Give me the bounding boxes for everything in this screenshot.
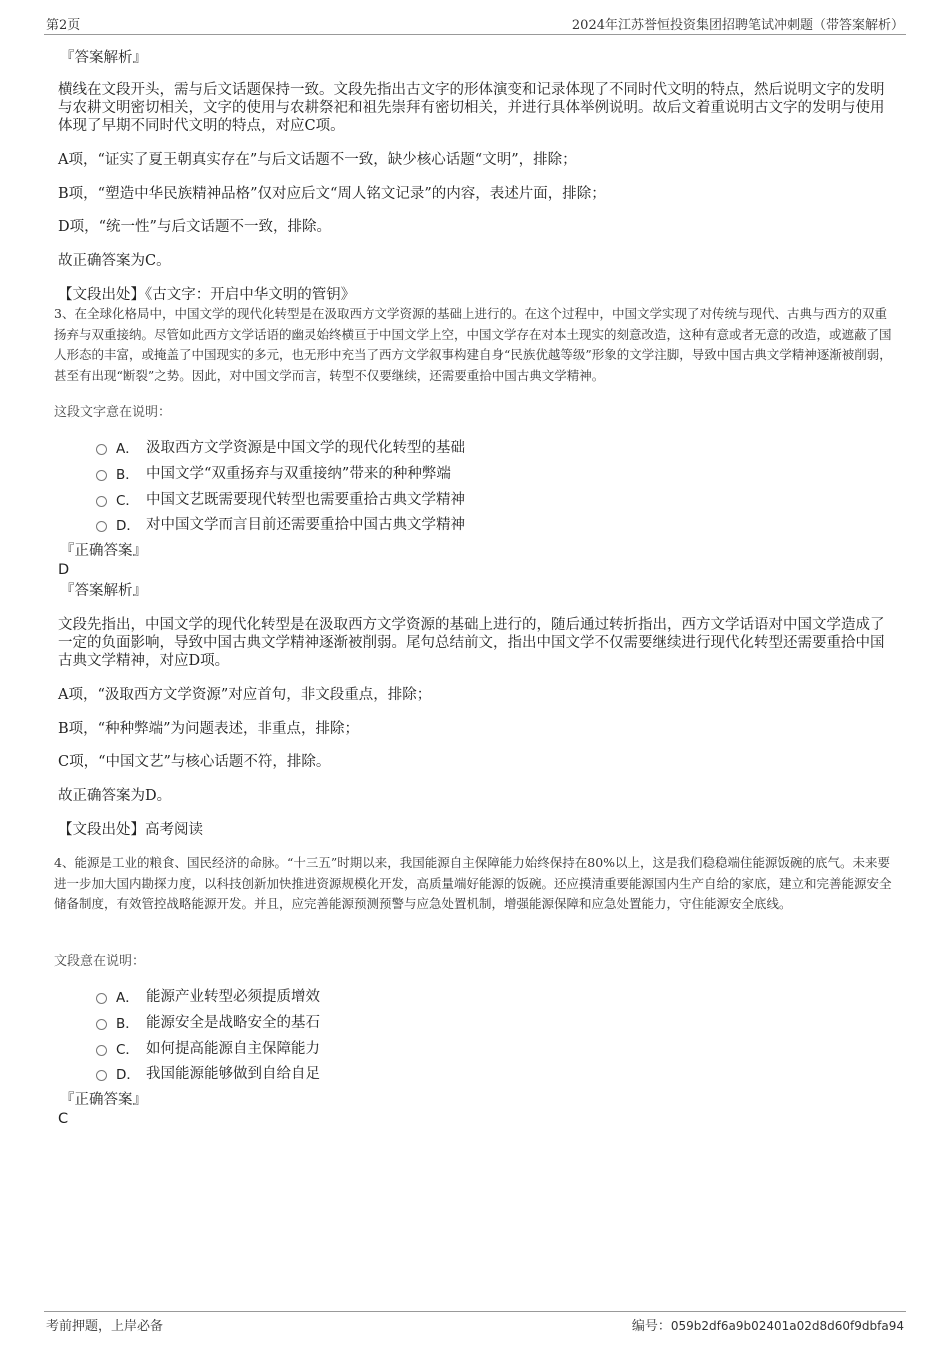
option-text: 中国文学“双重扬弃与双重接纳”带来的种种弊端 bbox=[146, 466, 451, 482]
radio-icon[interactable] bbox=[96, 993, 107, 1004]
q2-item-d: D项，“统一性”与后文话题不一致，排除。 bbox=[58, 219, 331, 235]
option-letter: D． bbox=[116, 1066, 140, 1083]
page-number: 第2页 bbox=[46, 18, 81, 33]
radio-icon[interactable] bbox=[96, 1045, 107, 1056]
document-title: 2024年江苏誉恒投资集团招聘笔试冲刺题（带答案解析） bbox=[571, 18, 904, 33]
q2-item-b: B项，“塑造中华民族精神品格”仅对应后文“周人铭文记录”的内容，表述片面，排除； bbox=[58, 186, 606, 202]
option-text: 能源安全是战略安全的基石 bbox=[146, 1015, 320, 1031]
radio-icon[interactable] bbox=[96, 521, 107, 532]
footer-divider bbox=[44, 1311, 906, 1312]
q2-analysis-heading: 『答案解析』 bbox=[60, 50, 147, 66]
option-letter: C． bbox=[116, 1041, 139, 1058]
radio-icon[interactable] bbox=[96, 496, 107, 507]
footer-code-label: 编号： bbox=[631, 1319, 671, 1334]
option-text: 中国文艺既需要现代转型也需要重拾古典文学精神 bbox=[146, 492, 465, 508]
option-letter: A． bbox=[116, 989, 139, 1006]
q3-option-d[interactable] bbox=[96, 513, 465, 534]
q4-answer-heading: 『正确答案』 bbox=[60, 1092, 147, 1108]
q4-option-a[interactable] bbox=[96, 985, 320, 1006]
option-letter: A． bbox=[116, 440, 139, 457]
option-text: 汲取西方文学资源是中国文学的现代化转型的基础 bbox=[146, 440, 465, 456]
q2-source: 【文段出处】《古文字：开启中华文明的管钥》 bbox=[58, 287, 356, 303]
q3-conclusion: 故正确答案为D。 bbox=[58, 788, 172, 804]
q4-option-d[interactable] bbox=[96, 1062, 320, 1083]
option-text: 能源产业转型必须提质增效 bbox=[146, 989, 320, 1005]
option-letter: C． bbox=[116, 492, 139, 509]
footer-slogan: 考前押题，上岸必备 bbox=[46, 1319, 164, 1334]
q4-option-c[interactable] bbox=[96, 1037, 320, 1058]
q3-analysis-heading: 『答案解析』 bbox=[60, 583, 147, 599]
q4-lead: 文段意在说明： bbox=[54, 954, 146, 969]
q3-option-b[interactable] bbox=[96, 462, 451, 483]
q3-option-a[interactable] bbox=[96, 436, 465, 457]
q4-option-b[interactable] bbox=[96, 1011, 320, 1032]
q4-stem: 4、能源是工业的粮食、国民经济的命脉。“十三五”时期以来，我国能源自主保障能力始终保持在80%以上，这是我们稳稳端住能源饭碗的底气。未来要进一步加大国内勘探力度，以科技创新加快推进资源规模化开发，高质量端好能源的饭碗。还应摸清重要能源国内生产自给的家底，建立和完善能源安全储备制度，有效管控战略能源开发。并且，应完善能源预测预警与应急处置机制，增强能源保障和应急处置能力，守住能源安全底线。 bbox=[54, 855, 892, 911]
q3-item-c: C项，“中国文艺”与核心话题不符，排除。 bbox=[58, 754, 331, 770]
q4-answer: C bbox=[58, 1111, 69, 1127]
q2-conclusion: 故正确答案为C。 bbox=[58, 253, 171, 269]
option-letter: B． bbox=[116, 466, 139, 483]
radio-icon[interactable] bbox=[96, 1070, 107, 1081]
q3-item-b: B项，“种种弊端”为问题表述，非重点，排除； bbox=[58, 721, 359, 737]
q2-analysis-text: 横线在文段开头，需与后文话题保持一致。文段先指出古文字的形体演变和记录体现了不同时代文明的特点，然后说明文字的发明与农耕文明密切相关，文字的使用与农耕祭祀和祖先崇拜有密切相关，并进行具体举例说明。故后文着重说明古文字的发明与使用体现了早期不同时代文明的特点，对应C项。 bbox=[58, 82, 885, 134]
header-divider bbox=[44, 34, 906, 35]
q3-source: 【文段出处】高考阅读 bbox=[58, 822, 203, 838]
footer-code-value: 059b2df6a9b02401a02d8d60f9dbfa94 bbox=[670, 1319, 904, 1333]
q2-item-a: A项，“证实了夏王朝真实存在”与后文话题不一致，缺少核心话题“文明”，排除； bbox=[58, 152, 577, 168]
q3-option-c[interactable] bbox=[96, 488, 465, 509]
option-text: 如何提高能源自主保障能力 bbox=[146, 1041, 320, 1057]
q3-answer-heading: 『正确答案』 bbox=[60, 543, 147, 559]
radio-icon[interactable] bbox=[96, 470, 107, 481]
radio-icon[interactable] bbox=[96, 444, 107, 455]
option-text: 对中国文学而言目前还需要重拾中国古典文学精神 bbox=[146, 517, 465, 533]
option-letter: D． bbox=[116, 517, 140, 534]
option-text: 我国能源能够做到自给自足 bbox=[146, 1066, 320, 1082]
q3-analysis-text: 文段先指出，中国文学的现代化转型是在汲取西方文学资源的基础上进行的，随后通过转折指出，西方文学话语对中国文学造成了一定的负面影响，导致中国古典文学精神逐渐被削弱。尾句总结前文，指出中国文学不仅需要继续进行现代化转型还需要重拾中国古典文学精神，对应D项。 bbox=[58, 617, 885, 669]
q3-stem: 3、在全球化格局中，中国文学的现代化转型是在汲取西方文学资源的基础上进行的。在这个过程中，中国文学实现了对传统与现代、古典与西方的双重扬弃与双重接纳。尽管如此西方文学话语的幽灵始终横亘于中国文学上空，中国文学存在对本土现实的刻意改造，这种有意或者无意的改造，或遮蔽了国人形态的丰富，或掩盖了中国现实的多元，也无形中充当了西方文学叙事构建自身“民族优越等级”形象的文学注脚，导致中国古典文学精神逐渐被削弱，甚至有出现“断裂”之势。因此，对中国文学而言，转型不仅要继续，还需要重拾中国古典文学精神。 bbox=[54, 306, 892, 383]
q3-item-a: A项，“汲取西方文学资源”对应首句，非文段重点，排除； bbox=[58, 687, 432, 703]
q3-lead: 这段文字意在说明： bbox=[54, 405, 172, 420]
q3-answer: D bbox=[58, 562, 70, 578]
footer-code bbox=[632, 1315, 904, 1334]
option-letter: B． bbox=[116, 1015, 139, 1032]
radio-icon[interactable] bbox=[96, 1019, 107, 1030]
